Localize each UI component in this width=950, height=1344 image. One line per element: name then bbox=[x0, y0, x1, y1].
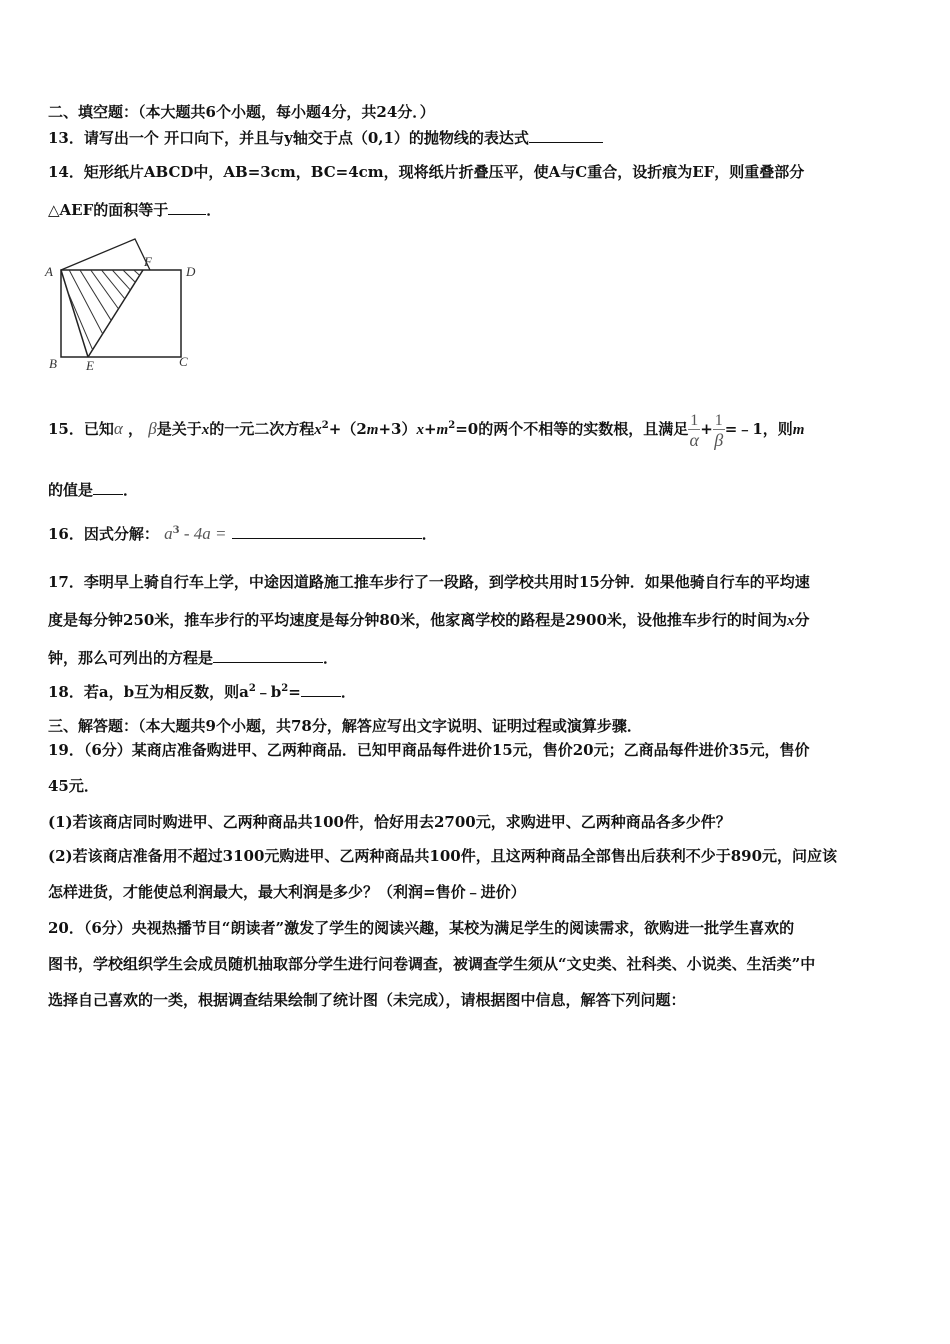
question-15-line-2: 的值是 ． bbox=[48, 481, 139, 499]
question-14-line-2: △AEF的面积等于 ． bbox=[48, 201, 222, 219]
question-16: 16．因式分解： $a^3 - 4a$ = ． bbox=[48, 524, 437, 543]
question-17-line-2: 度是每分钟250米，推车步行的平均速度是每分钟80米，他家离学校的路程是2900米，设他推车步行的时间为x分 bbox=[48, 611, 810, 629]
answer-blank[interactable] bbox=[168, 200, 206, 215]
question-20-line-3: 选择自己喜欢的一类，根据调查结果绘制了统计图（未完成），请根据图中信息，解答下列问题： bbox=[48, 991, 686, 1009]
segment-ae bbox=[61, 270, 88, 357]
question-17-line-1: 17．李明早上骑自行车上学，中途因道路施工推车步行了一段路，到学校共用时15分钟．如果他骑自行车的平均速 bbox=[48, 573, 810, 591]
question-17-line-3: 钟，那么可列出的方程是 ． bbox=[48, 649, 339, 667]
answer-blank[interactable] bbox=[93, 480, 123, 495]
question-20-line-2: 图书，学校组织学生会成员随机抽取部分学生进行问卷调查，被调查学生须从“文史类、社科类、小说类、生活类”中 bbox=[48, 955, 816, 973]
question-20-line-1: 20．（6分）央视热播节目“朗读者”激发了学生的阅读兴趣，某校为满足学生的阅读需求，欲购进一批学生喜欢的 bbox=[48, 919, 795, 937]
label-a: A bbox=[45, 264, 53, 279]
label-d: D bbox=[186, 264, 196, 279]
label-e: E bbox=[86, 358, 94, 373]
rectangle-abcd bbox=[61, 270, 181, 357]
label-b: B bbox=[49, 356, 57, 371]
answer-blank[interactable] bbox=[213, 648, 323, 663]
fraction-one-over-beta: $\frac{1}{\beta}$ bbox=[714, 411, 724, 450]
question-19-part-2-line-1: (2)若该商店准备用不超过3100元购进甲、乙两种商品共100件，且这两种商品全部售出后获利不少于890元，问应该 bbox=[48, 847, 838, 865]
fraction-one-over-alpha: $\frac{1}{\alpha}$ bbox=[689, 411, 699, 450]
section-2-heading: 二、填空题：（本大题共6个小题，每小题4分，共24分．） bbox=[48, 103, 435, 121]
question-13: 13．请写出一个 开口向下，并且与y轴交于点（0,1）的抛物线的表达式 bbox=[48, 128, 603, 148]
question-15-line-1: 15．已知α ， β是关于x的一元二次方程$x^2+(2m+3)x+m^2=0$的两个不相等的实数根，且满足 $\frac{1}{\alpha}$ + $\frac{1}{\beta}$ =﹣1，则m bbox=[48, 411, 805, 450]
section-3-heading: 三、解答题：（本大题共9个小题，共78分，解答应写出文字说明、证明过程或演算步骤． bbox=[48, 717, 642, 735]
answer-blank[interactable] bbox=[232, 524, 422, 539]
answer-blank[interactable] bbox=[529, 128, 603, 143]
question-19-line-2: 45元． bbox=[48, 777, 99, 795]
question-18: 18．若a，b互为相反数，则$a^2﹣b^2=$ ． bbox=[48, 683, 356, 701]
answer-blank[interactable] bbox=[301, 682, 341, 697]
geometry-figure bbox=[40, 232, 210, 377]
question-19-part-2-line-2: 怎样进货，才能使总利润最大，最大利润是多少？（利润=售价﹣进价） bbox=[48, 883, 526, 901]
question-14-line-1: 14．矩形纸片ABCD中，AB=3cm，BC=4cm，现将纸片折叠压平，使A与C重合，设折痕为EF，则重叠部分 bbox=[48, 163, 805, 181]
folded-flap bbox=[61, 239, 150, 270]
question-19-part-1: (1)若该商店同时购进甲、乙两种商品共100件，恰好用去2700元，求购进甲、乙两种商品各多少件？ bbox=[48, 813, 731, 831]
question-19-line-1: 19．（6分）某商店准备购进甲、乙两种商品．已知甲商品每件进价15元，售价20元；乙商品每件进价35元，售价 bbox=[48, 741, 810, 759]
fold-line-ef bbox=[88, 270, 143, 357]
label-f: F bbox=[144, 254, 152, 269]
label-c: C bbox=[179, 354, 188, 369]
